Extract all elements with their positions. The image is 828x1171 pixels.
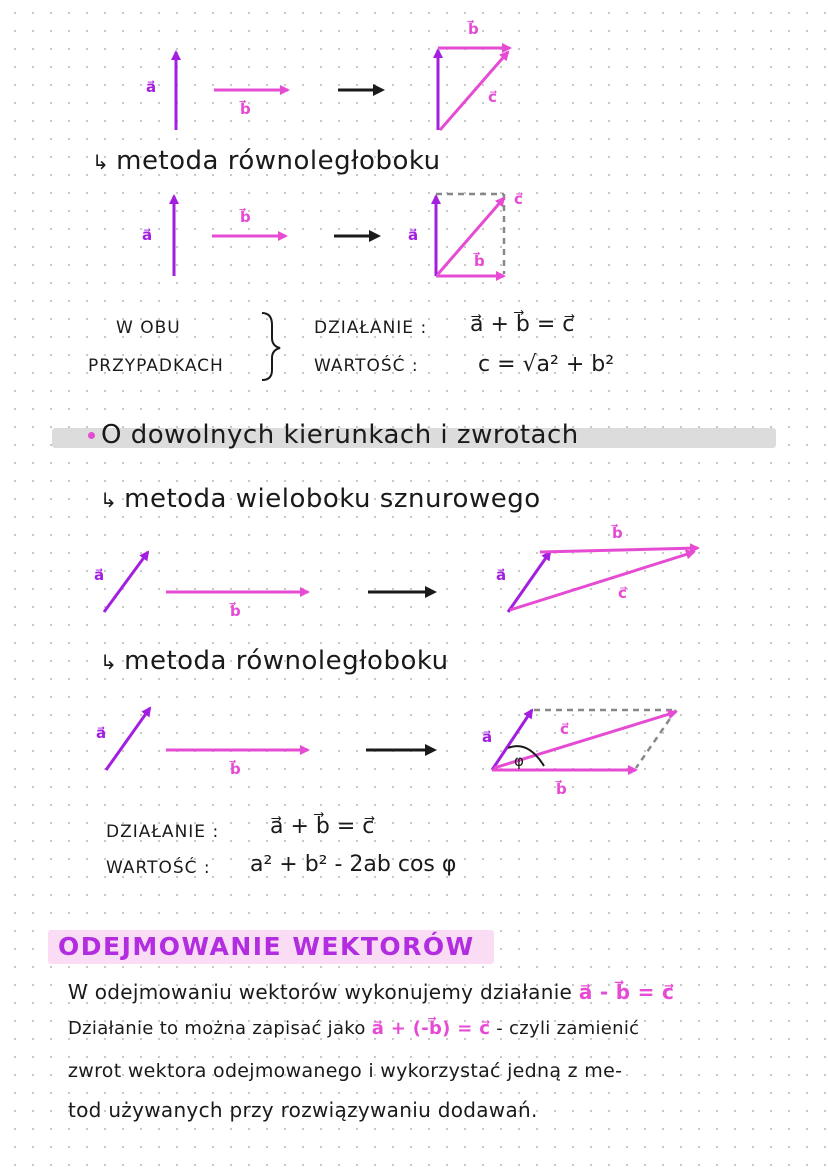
subtraction-line-2: Działanie to można zapisać jako a⃗ + (-b⃗) = c⃗ - czyli zamienić xyxy=(68,1018,640,1039)
label-vector-b-result: b⃗ xyxy=(612,524,623,542)
operation-label: DZIAŁANIE : xyxy=(314,318,428,338)
row3-diagram xyxy=(104,548,698,612)
row2-diagram xyxy=(174,194,504,276)
label-vector-a: a⃗ xyxy=(94,566,105,584)
label-vector-c-result: c⃗ xyxy=(560,720,569,738)
both-cases-line1: W OBU xyxy=(116,318,181,338)
both-cases-line2: PRZYPADKACH xyxy=(88,356,224,376)
vector-a xyxy=(104,552,148,612)
row4-diagram xyxy=(106,708,676,770)
label-vector-a-result: a⃗ xyxy=(496,566,507,584)
value-formula-2: a² + b² - 2ab cos φ xyxy=(250,852,457,877)
operation-formula-2: a⃗ + b⃗ = c⃗ xyxy=(270,814,375,839)
label-vector-c-result: c⃗ xyxy=(514,190,523,208)
bullet-icon xyxy=(88,432,95,439)
vector-c-result xyxy=(440,52,508,130)
value-formula: c = √a² + b² xyxy=(478,352,615,377)
section-title: ODEJMOWANIE WEKTORÓW xyxy=(58,932,475,961)
operation-label-2: DZIAŁANIE : xyxy=(106,822,220,842)
heading-method-parallelogram-2: ↳ metoda równoległoboku xyxy=(100,646,449,676)
sub-arrow-icon: ↳ xyxy=(100,488,125,512)
subtraction-line-3: zwrot wektora odejmowanego i wykorzystać jedną z me- xyxy=(68,1060,623,1082)
label-vector-a: a⃗ xyxy=(142,226,153,244)
vector-c-result xyxy=(438,198,504,274)
curly-brace xyxy=(262,313,280,380)
label-vector-c-result: c⃗ xyxy=(618,584,627,602)
label-vector-b: b⃗ xyxy=(230,760,241,778)
label-vector-a: a⃗ xyxy=(146,78,157,96)
heading-arbitrary: O dowolnych kierunkach i zwrotach xyxy=(88,420,579,450)
heading-method-parallelogram: ↳ metoda równoległoboku xyxy=(92,146,441,176)
label-vector-b-result: b⃗ xyxy=(474,252,485,270)
sub-arrow-icon: ↳ xyxy=(92,150,117,174)
label-vector-b-result: b⃗ xyxy=(556,780,567,798)
sub-arrow-icon: ↳ xyxy=(100,650,125,674)
vector-b-result xyxy=(540,548,698,552)
subtraction-formula: a⃗ - b⃗ = c⃗ xyxy=(578,980,675,1004)
vector-c-result xyxy=(510,552,694,610)
label-vector-a-result: a⃗ xyxy=(408,226,419,244)
label-vector-a-result: a⃗ xyxy=(482,728,493,746)
subtraction-line-4: tod używanych przy rozwiązywaniu dodawań. xyxy=(68,1098,538,1122)
label-vector-b-result: b⃗ xyxy=(468,20,479,38)
label-vector-a: a⃗ xyxy=(96,724,107,742)
subtraction-formula-alt: a⃗ + (-b⃗) = c⃗ xyxy=(371,1018,491,1039)
vector-a xyxy=(106,708,150,770)
subtraction-line-1: W odejmowaniu wektorów wykonujemy działanie a⃗ - b⃗ = c⃗ xyxy=(68,980,675,1004)
operation-formula: a⃗ + b⃗ = c⃗ xyxy=(470,312,575,337)
value-label-2: WARTOŚĆ : xyxy=(106,858,211,878)
value-label: WARTOŚĆ : xyxy=(314,356,419,376)
label-vector-c-result: c⃗ xyxy=(488,88,497,106)
label-vector-b: b⃗ xyxy=(240,208,251,226)
angle-label: φ xyxy=(514,752,524,770)
label-vector-b: b⃗ xyxy=(230,602,241,620)
heading-method-polygon: ↳ metoda wieloboku sznurowego xyxy=(100,484,541,514)
label-vector-b: b⃗ xyxy=(240,100,251,118)
row1-diagram xyxy=(176,48,510,130)
